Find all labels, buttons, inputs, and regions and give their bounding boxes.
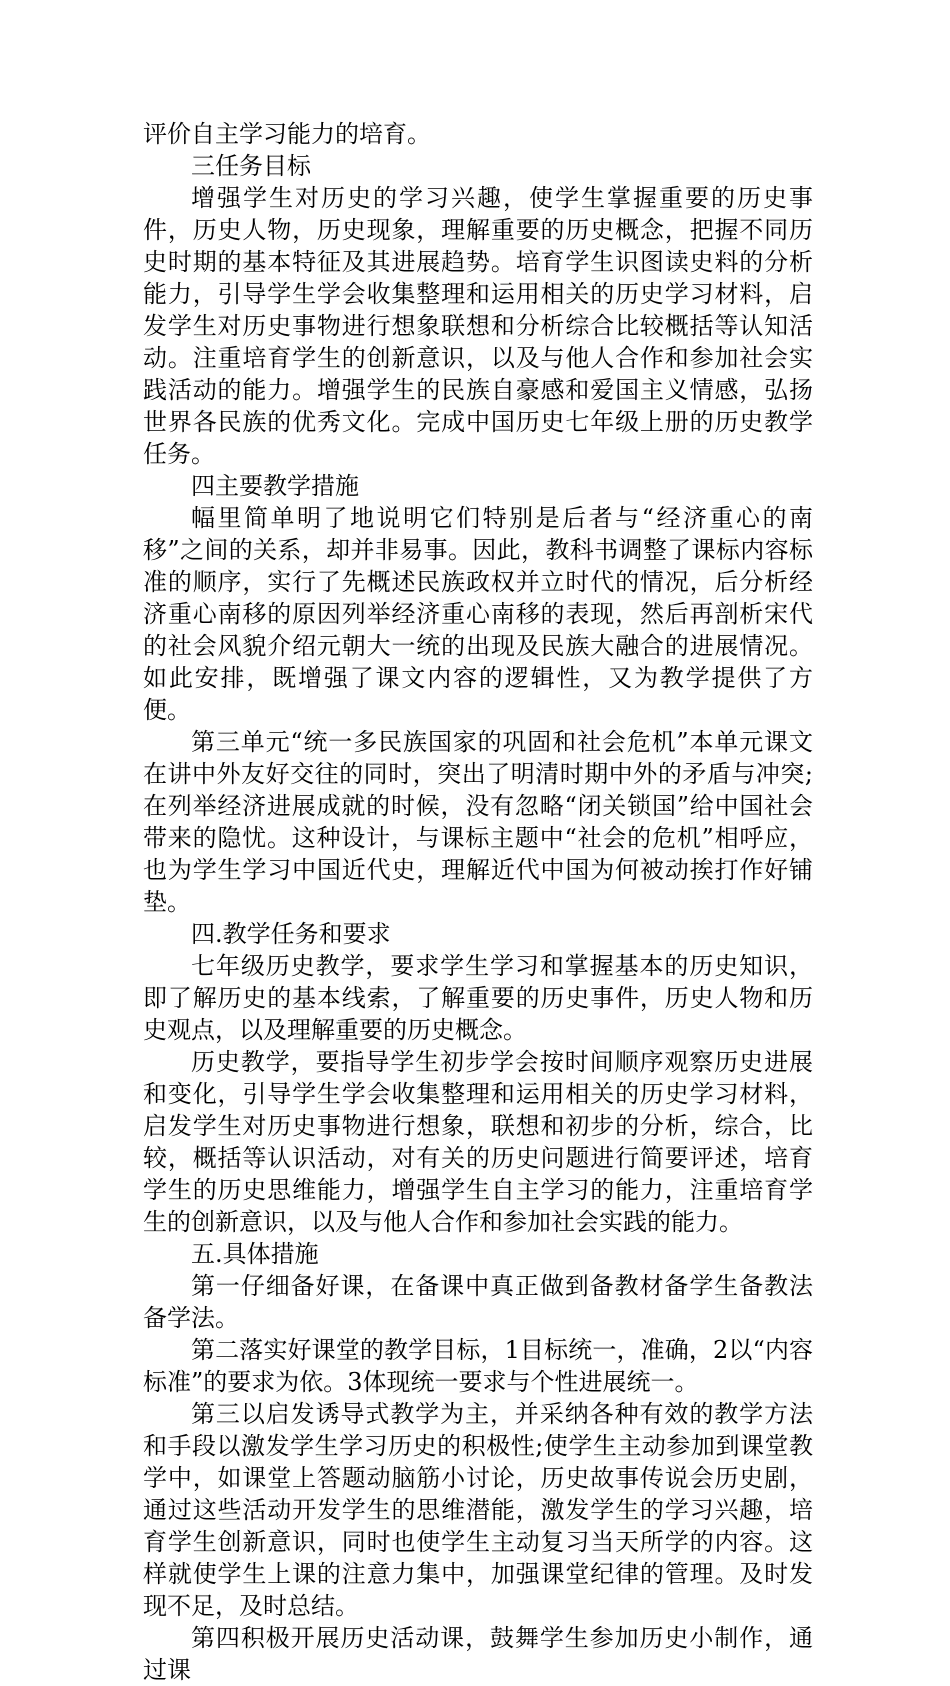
section-heading: 五.具体措施	[191, 1240, 319, 1268]
paragraph: 第三单元“统一多民族国家的巩固和社会危机”本单元课文在讲中外友好交往的同时，突出了明清时期中外的矛盾与冲突;在列举经济进展成就的时候，没有忽略“闭关锁国”给中国社会带来的隐忧。这种设计，与课标主题中“社会的危机”相呼应，也为学生学习中国近代史，理解近代中国为何被动挨打作好铺垫。	[143, 728, 813, 916]
paragraph: 评价自主学习能力的培育。	[143, 120, 431, 148]
section-heading: 四.教学任务和要求	[191, 920, 391, 948]
paragraph: 增强学生对历史的学习兴趣，使学生掌握重要的历史事件，历史人物，历史现象，理解重要的历史概念，把握不同历史时期的基本特征及其进展趋势。培育学生识图读史料的分析能力，引导学生学会收集整理和运用相关的历史学习材料，启发学生对历史事物进行想象联想和分析综合比较概括等认知活动。注重培育学生的创新意识，以及与他人合作和参加社会实践活动的能力。增强学生的民族自豪感和爱国主义情感，弘扬世界各民族的优秀文化。完成中国历史七年级上册的历史教学任务。	[143, 184, 813, 468]
paragraph: 七年级历史教学，要求学生学习和掌握基本的历史知识，即了解历史的基本线索，了解重要的历史事件，历史人物和历史观点，以及理解重要的历史概念。	[143, 952, 813, 1044]
paragraph: 第一仔细备好课，在备课中真正做到备教材备学生备教法备学法。	[143, 1272, 813, 1332]
document-body	[143, 118, 813, 1686]
section-heading: 四主要教学措施	[191, 472, 359, 500]
paragraph: 第二落实好课堂的教学目标，1目标统一，准确，2以“内容标准”的要求为依。3体现统一要求与个性进展统一。	[143, 1336, 813, 1396]
paragraph: 第三以启发诱导式教学为主，并采纳各种有效的教学方法和手段以激发学生学习历史的积极性;使学生主动参加到课堂教学中，如课堂上答题动脑筋小讨论，历史故事传说会历史剧，通过这些活动开发学生的思维潜能，激发学生的学习兴趣，培育学生创新意识，同时也使学生主动复习当天所学的内容。这样就使学生上课的注意力集中，加强课堂纪律的管理。及时发现不足，及时总结。	[143, 1400, 813, 1620]
paragraph: 幅里简单明了地说明它们特别是后者与“经济重心的南移”之间的关系，却并非易事。因此，教科书调整了课标内容标准的顺序，实行了先概述民族政权并立时代的情况，后分析经济重心南移的原因列举经济重心南移的表现，然后再剖析宋代的社会风貌介绍元朝大一统的出现及民族大融合的进展情况。如此安排，既增强了课文内容的逻辑性，又为教学提供了方便。	[143, 504, 813, 724]
section-heading: 三任务目标	[191, 152, 311, 180]
paragraph: 第四积极开展历史活动课，鼓舞学生参加历史小制作，通过课	[143, 1624, 813, 1684]
paragraph: 历史教学，要指导学生初步学会按时间顺序观察历史进展和变化，引导学生学会收集整理和运用相关的历史学习材料，启发学生对历史事物进行想象，联想和初步的分析，综合，比较，概括等认识活动，对有关的历史问题进行简要评述，培育学生的历史思维能力，增强学生自主学习的能力，注重培育学生的创新意识，以及与他人合作和参加社会实践的能力。	[143, 1048, 813, 1236]
